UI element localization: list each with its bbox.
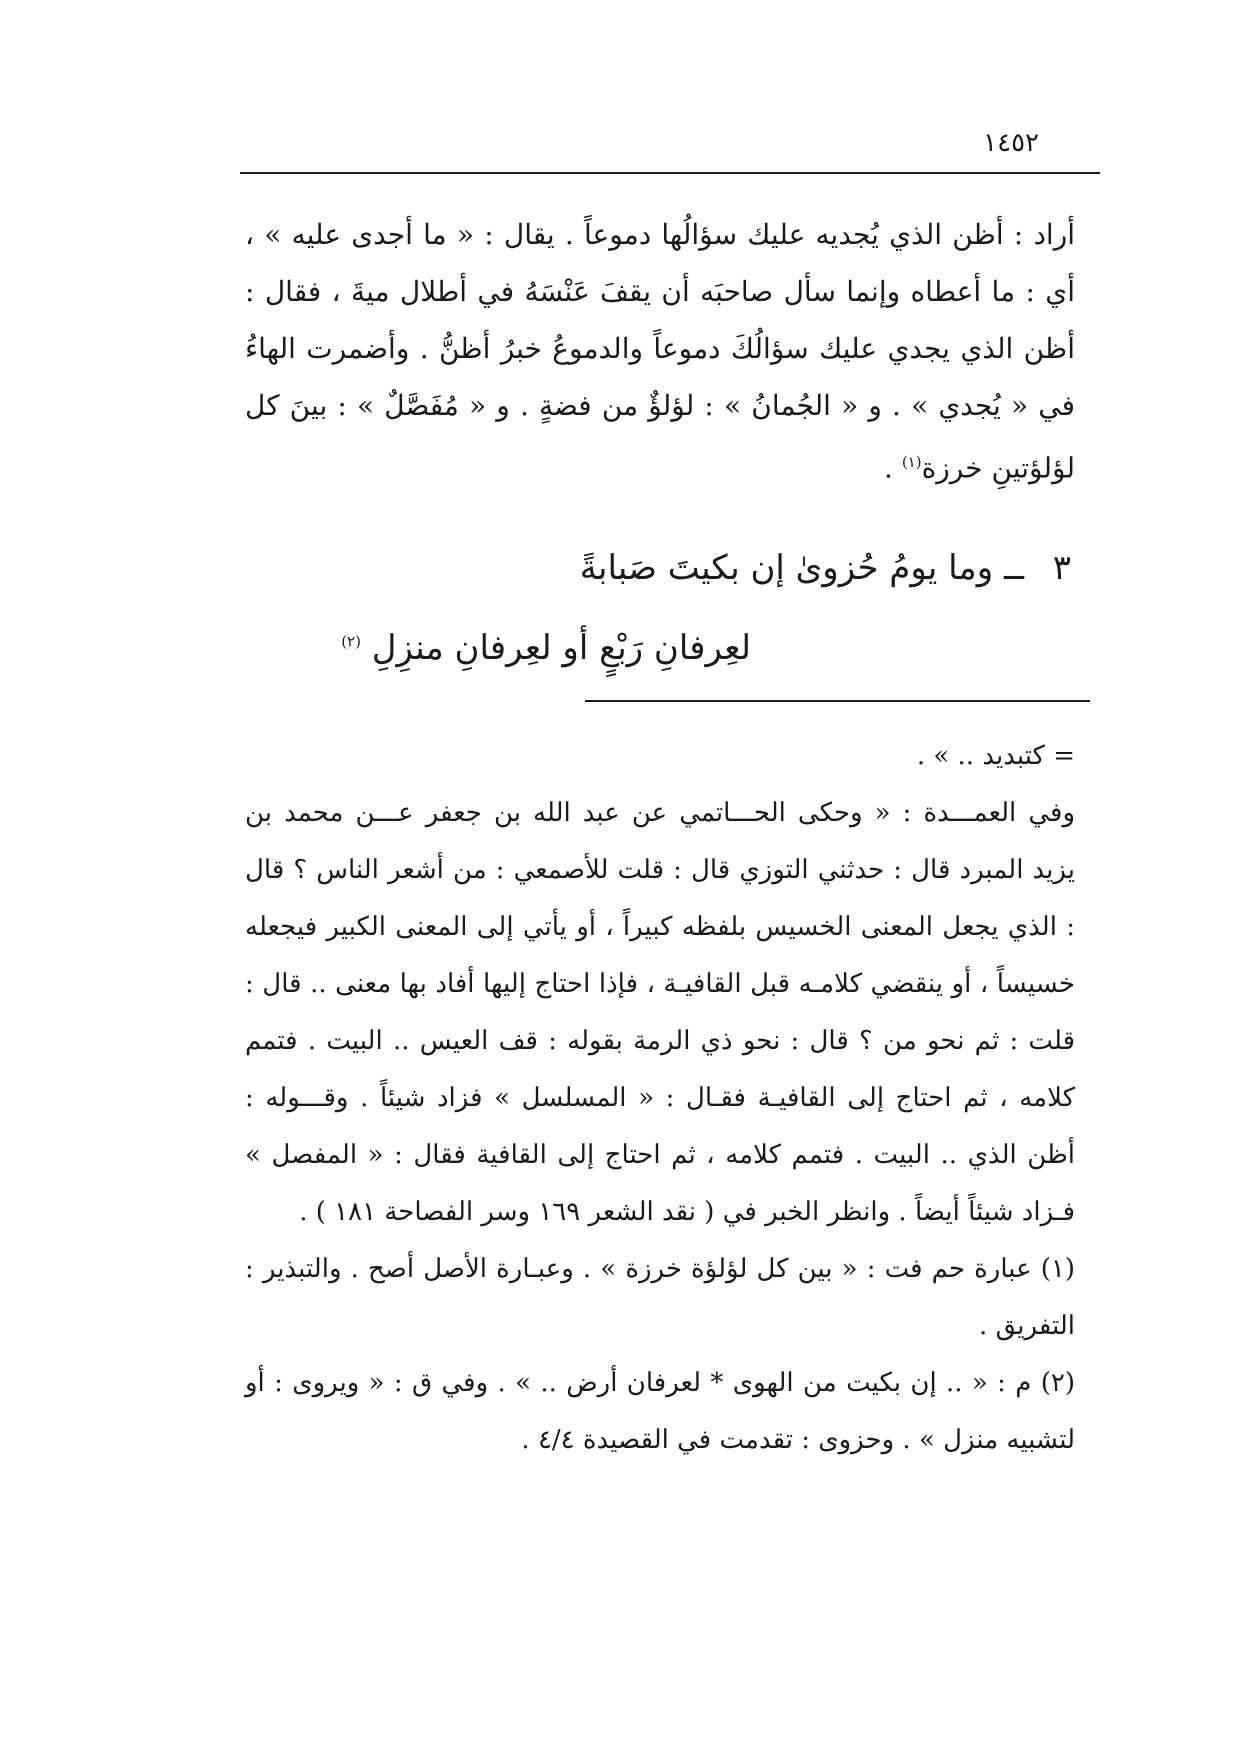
footnote-rule: [585, 700, 1090, 702]
footnote-2: (٢) م : « .. إن بكيت من الهوى * لعرفان أرض .. » . وفي ق : « ويروى : أو لتشبيه منزل » . وحزوى : تقدمت في القصيدة ٤/٤ .: [245, 1368, 1075, 1455]
commentary-end: .: [884, 451, 902, 485]
verse-first-hemistich: [580, 548, 1071, 588]
footnotes-block: [245, 728, 1075, 1469]
verse-first-text: وما يومُ حُزوىٰ إن بكيتَ صَبابةً: [579, 548, 994, 588]
verse-second-text: لعِرفانِ رَبْعٍ أو لعِرفانِ منزِلِ: [371, 628, 751, 668]
footnote-umda: وفي العمـــدة : « وحكى الحـــاتمي عن عبد الله بن جعفر عـــن محمد بن يزيد المبرد قال : حدثني التوزي قال : قلت للأصمعي : من أشعر الناس ؟ قال : الذي يجعل المعنى الخسيس بلفظه كبيراً ، أو يأتي إلى المعنى الكبير فيجعله خسيساً ، أو ينقضي كلامـه قبل القافيـة ، فإذا احتاج إليها أفاد بها معنى .. قال : قلت : ثم نحو من ؟ قال : نحو ذي الرمة بقوله : قف العيس .. البيت . فتمم كلامه ، ثم احتاج إلى القافيـة فقـال : « المسلسل » فزاد شيئاً . وقـــوله : أظن الذي .. البيت . فتمم كلامه ، ثم احتاج إلى القافية فقال : « المفصل » فـزاد شيئاً أيضاً . وانظر الخبر في ( نقد الشعر ١٦٩ وسر الفصاحة ١٨١ ) .: [245, 798, 1075, 1227]
footnote-ref-1: (١): [901, 453, 922, 471]
header-rule: [240, 172, 1100, 174]
verse-separator: ــ: [1004, 548, 1024, 588]
commentary-text: أراد : أظن الذي يُجديه عليك سؤالُها دموعاً . يقال : « ما أجدى عليه » ، أي : ما أعطاه وإنما سأل صاحبَه أن يقفَ عَنْسَهُ في أطلال ميةَ ، فقال : أظن الذي يجدي عليك سؤالُكَ دموعاً والدموعُ خبرُ أظنُّ . وأضمرت الهاءُ في « يُجدي » . و « الجُمانُ » : لؤلؤٌ من فضةٍ . و « مُفَصَّلٌ » : بينَ كل لؤلؤتينِ خرزة: [245, 218, 1075, 485]
footnote-ref-2: (٢): [341, 632, 361, 651]
footnote-continuation: = كتبديد .. » .: [916, 741, 1075, 771]
commentary-paragraph: [245, 206, 1075, 496]
commentary-block: [245, 206, 1075, 496]
verse-second-hemistich: [341, 628, 751, 668]
footnote-1: (١) عبارة حم فت : « بين كل لؤلؤة خرزة » . وعبـارة الأصل أصح . والتبذير : التفريق .: [245, 1254, 1075, 1341]
page-number: ١٤٥٢: [983, 128, 1039, 158]
verse-number: ٣: [1052, 548, 1071, 588]
